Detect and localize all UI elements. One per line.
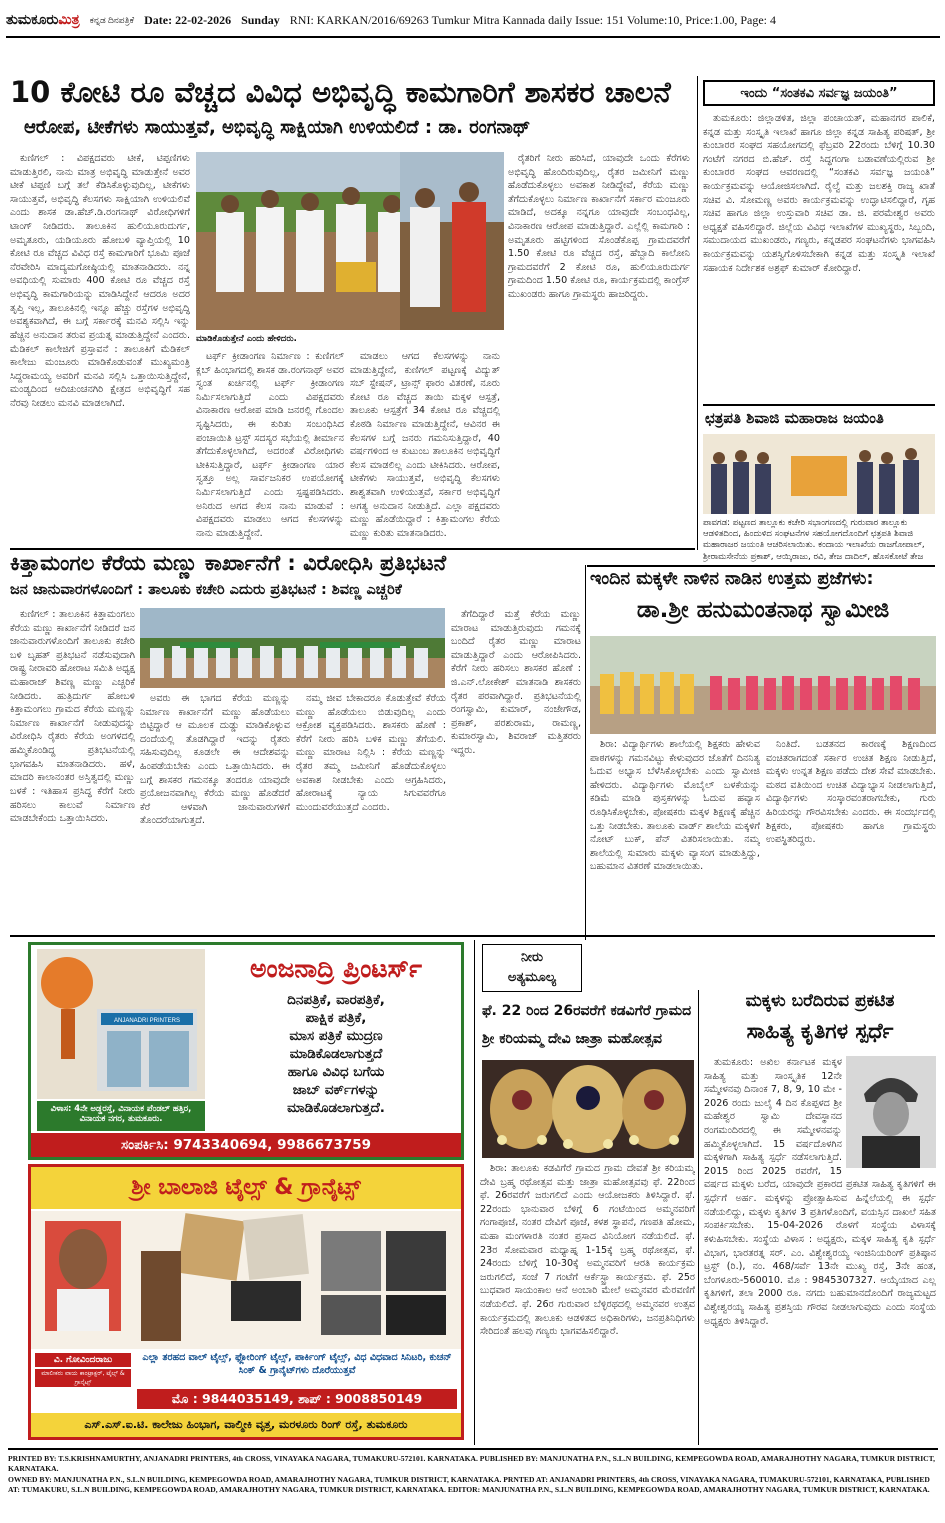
story2-subhead: ಜನ ಜಾನುವಾರಗಳೊಂದಿಗೆ : ತಾಲೂಕು ಕಚೇರಿ ಎದುರು ಪ್ರತಿಭಟನೆ : ಶಿವಣ್ಣ ಎಚ್ಚರಿಕೆ <box>10 582 402 598</box>
story1-subhead: ಆರೋಪ, ಟೀಕೆಗಳು ಸಾಯುತ್ತವೆ, ಅಭಿವೃದ್ಧಿ ಸಾಕ್ಷಿಯಾಗಿ ಉಳಿಯಲಿದೆ : ಡಾ. ರಂಗನಾಥ್ <box>24 118 531 138</box>
story2-column-4: ತೆಗೆದಿದ್ದಾರೆ ಮತ್ತೆ ಕೆರೆಯ ಮಣ್ಣು ಮಾರಾಟ ಮಾಡುತ್ತಿರುವುದು ಗಮನಕ್ಕೆ ಬಂದಿದೆ ರೈತರ ಮಣ್ಣು ಮಾರಾಟ ಮಾಡುತ್ತಿದ್ದಾರೆ ಎಂದು ಆರೋಪಿಸಿದರು. ಕೆರೆಗೆ ನೀರು ಹರಿಸಲು ಶಾಸಕರ ಹೊಣೆ : ಜಿ.ಎನ್.ಲೋಕೇಶ್ ಮಾತನಾಡಿ ಶಾಸಕರು ರೈತರ ಪರವಾಗಿದ್ದಾರೆ. ಪ್ರತಿಭಟನೆಯಲ್ಲಿ ರಂಗಸ್ವಾಮಿ, ಕುಮಾರ್, ನಂಜೇಗೌಡ, ಪ್ರಕಾಶ್, ಪರಶುರಾಮ, ರಾಮಣ್ಣ, ಕುಮಾರಸ್ವಾಮಿ, ಶಿವರಾಜ್ ಮತ್ತಿತರರು ಇದ್ದರು. <box>451 609 581 757</box>
story1-column-2: ಟರ್ಫ್ ಕ್ರೀಡಾಂಗಣ ನಿರ್ಮಾಣ : ಕುಣಿಗಲ್ ಕ್ಲಬ್ ಹಿಂಭಾಗದಲ್ಲಿ ಶಾಸಕ ಡಾ.ರಂಗನಾಥ್ ಅವರ ಸ್ವಂತ ಖರ್ಚಿನಲ್ಲಿ ಟರ್ಫ್ ಕ್ರೀಡಾಂಗಣ ನಿರ್ಮಿಸಲಾಗುತ್ತಿದೆ ಎಂದು ವಿಪಕ್ಷದವರು ವಿನಾಕಾರಣ ಆರೋಪ ಮಾಡಿ ಜನರಲ್ಲಿ ಗೊಂದಲ ಸೃಷ್ಟಿಸಿದರು, ಈ ಕುರಿತು ಸಂಬಂಧಿಸಿದ ಪಂಚಾಯಿತಿ ಟ್ರಸ್ಟ್ ಸದಸ್ಯರ ಸಭೆಯಲ್ಲಿ ತೀರ್ಮಾನ ತೆಗೆದುಕೊಳ್ಳಲಾಗಿದೆ, ಅದರಂತೆ ವಿರೋಧಿಗಳು ಟೀಕಿಸುತ್ತಿದ್ದಾರೆ, ಟರ್ಫ್ ಕ್ರೀಡಾಂಗಣ ಯಾರ ಸ್ವತ್ತೂ ಅಲ್ಲ ಸಾರ್ವಜನಿಕರ ಉಪಯೋಗಕ್ಕೆ ನಿರ್ಮಿಸಲಾಗುತ್ತಿದೆ ಎಂದು ಸ್ಪಷ್ಟಪಡಿಸಿದರು. ಅನಿರುದ ಅಗದ ಕೆಲಸ ನಾನು ಮಾಡುವೆ : ವಿಪಕ್ಷದವರು ಮಾಡಲು ಆಗದ ಕೆಲಸಗಳನ್ನು ನಾನು ಮಾಡುತ್ತಿದ್ದೇನೆ. <box>196 351 344 539</box>
story2-photo <box>140 608 445 688</box>
story6-headline-line2: ಶ್ರೀ ಕರಿಯಮ್ಮ ದೇವಿ ಜಾತ್ರಾ ಮಹೋತ್ಸವ <box>482 1032 663 1047</box>
story1-column-1: ಕುಣಿಗಲ್ : ವಿಪಕ್ಷದವರು ಟೀಕೆ, ಟಿಪ್ಪಣಿಗಳು ಮಾಡುತ್ತಿರಲಿ, ನಾನು ಮಾತ್ರ ಅಭಿವೃದ್ಧಿ ಮಾಡುತ್ತೇನೆ ಅವರ ಟೀಕೆ ಟಿಪ್ಪಣಿ ಬಗ್ಗೆ ತಲೆ ಕೆಡಿಸಿಕೊಳ್ಳುವುದಿಲ್ಲ, ಟೀಕೆಗಳು ಸಾಯುತ್ತವೆ, ಅಭಿವೃದ್ಧಿ ಕೆಲಸಗಳು ಸಾಕ್ಷಿಯಾಗಿ ಉಳಿಯಲಿವೆ ಎಂದು ಶಾಸಕ ಡಾ.ಹೆಚ್.ಡಿ.ರಂಗನಾಥ್ ವಿರೋಧಿಗಳಿಗೆ ಟಾಂಗ್ ನೀಡಿದರು. ತಾಲೂಕಿನ ಹುಲಿಯೂರುದುರ್ಗ, ಅಮೃತೂರು, ಯಡಿಯೂರು ಹೋಬಳಿ ವ್ಯಾಪ್ತಿಯಲ್ಲಿ 10 ಕೋಟಿ ರೂ ವೆಚ್ಚದ ವಿವಿಧ ರಸ್ತೆ ಕಾಮಗಾರಿಗೆ ಭೂಮಿ ಪೂಜೆ ನೆರವೇರಿಸಿ ಮಾದ್ಯಮಗೋಷ್ಠಿಯಲ್ಲಿ ಮಾತನಾಡಿದರು. ನನ್ನ ಅವಧಿಯಲ್ಲಿ ಸುಮಾರು 400 ಕೋಟಿ ರೂ ವೆಚ್ಚದ ರಸ್ತೆ ಅಭಿವೃದ್ಧಿ ಕಾಮಗಾರಿಯನ್ನು ಮಾಡಿಸಿದ್ದೇನೆ ಆದರೂ ಅದರ ತೃಪ್ತಿ ಇಲ್ಲ, ತಾಲೂಕಿನಲ್ಲಿ ಇನ್ನೂ ಹೆಚ್ಚು ರಸ್ತೆಗಳ ಅಭಿವೃದ್ಧಿ ಅವಶ್ಯಕವಾಗಿದೆ, ಈ ಬಗ್ಗೆ ಸರ್ಕಾರಕ್ಕೆ ಮನವಿ ಸಲ್ಲಿಸಿ ಇನ್ನು ಹೆಚ್ಚಿನ ಅನುದಾನ ತರುವ ಪ್ರಯತ್ನ ಮಾಡುತ್ತಿದ್ದೇನೆ ಎಂದರು. ಮೆಡಿಕಲ್ ಕಾಲೇಜಿಗೆ ಪ್ರಸ್ತಾವನೆ : ತಾಲೂಕಿಗೆ ಮೆಡಿಕಲ್ ಕಾಲೇಜು ಮಂಜೂರು ಮಾಡಿಕೊಡುವಂತೆ ಮುಖ್ಯಮಂತ್ರಿ ಸಿದ್ದರಾಮಯ್ಯ ಅವರಿಗೆ ಮನವಿ ಸಲ್ಲಿಸಿ ಒತ್ತಾಯಿಸುತ್ತಿದ್ದೇನೆ, ಮಂಡ್ಯದಿಂದ ಆದಿಚುಂಚನಗಿರಿ ಕ್ಷೇತ್ರದ ಅಭಿವೃದ್ಧಿಗೆ ಸಹ ನೆರವು ನೀಡಲು ಮನವಿ ಮಾಡಲಾಗಿದೆ. <box>10 153 190 409</box>
story3-headline: ಇಂದು “ಸಂತಕವಿ ಸರ್ವಜ್ಞ ಜಯಂತಿ” <box>703 80 935 106</box>
water-precious-box: ನೀರು ಅತ್ಯಮೂಲ್ಯ <box>482 944 582 992</box>
story6-body: ಶಿರಾ: ತಾಲೂಕು ಕಡವಿಗೆರೆ ಗ್ರಾಮದ ಗ್ರಾಮ ದೇವತೆ ಶ್ರೀ ಕರಿಯಮ್ಮ ದೇವಿ ಬ್ರಹ್ಮ ರಥೋತ್ಸವ ಮತ್ತು ಜಾತ್ರಾ ಮಹೋತ್ಸವವು ಫೆ. 22ರಿಂದ ಫೆ. 26ರವರೆಗೆ ಜರುಗಲಿದೆ ಎಂದು ಆಯೋಜಕರು ತಿಳಿಸಿದ್ದಾರೆ. ಫೆ. 22ರಂದು ಭಾನುವಾರ ಬೆಳಿಗ್ಗೆ 6 ಗಂಟೆಯಿಂದ ಅಮ್ಮನವರಿಗೆ ಗಂಗಾಪೂಜೆ, ನಂತರ ದೇವಿಗೆ ಪೂಜೆ, ಕಳಶ ಸ್ಥಾಪನೆ, ಗಣಪತಿ ಹೋಮ, ಮಹಾ ಮಂಗಳಾರತಿ ನಂತರ ಪ್ರಸಾದ ವಿನಿಯೋಗ ನಡೆಯಲಿದೆ. ಫೆ. 23ರ ಸೋಮವಾರ ಮಧ್ಯಾಹ್ನ 1-15ಕ್ಕೆ ಬ್ರಹ್ಮ ರಥೋತ್ಸವ, ಫೆ. 24ರಂದು ಬೆಳಿಗ್ಗೆ 10-30ಕ್ಕೆ ಅಮ್ಮನವರಿಗೆ ಆರತಿ ಕಾರ್ಯಕ್ರಮ ಜರುಗಲಿದೆ, ಸಂಜೆ 7 ಗಂಟೆಗೆ ಆರ್ಕೆಸ್ಟ್ರಾ ಕಾರ್ಯಕ್ರಮ. ಫೆ. 25ರ ಬುಧವಾರ ಸಾಯಂಕಾಲ ಆನೆ ಅಂಬಾರಿ ಮೇಲೆ ಅಮ್ಮನವರ ಮೆರವಣಿಗೆ ನಡೆಯಲಿದೆ. ಫೆ. 26ರ ಗುರುವಾರ ಬೆಳ್ಳಿರಥದಲ್ಲಿ ಅಮ್ಮನವರ ಉತ್ಸವ ಕಾರ್ಯಕ್ರಮದಲ್ಲಿ ತಾಲೂಕು ಆಡಳಿತದ ಅಧಿಕಾರಿಗಳು, ಜನಪ್ರತಿನಿಧಿಗಳು ಸೇರಿದಂತೆ ಹಲವು ಗಣ್ಯರು ಭಾಗವಹಿಸಲಿದ್ದಾರೆ. <box>480 1163 695 1338</box>
column-divider <box>474 940 475 1445</box>
ad1-title: ಅಂಜನಾದ್ರಿ ಪ್ರಿಂಟರ್ಸ್ <box>250 954 422 983</box>
story7-headline-line2: ಸಾಹಿತ್ಯ ಕೃತಿಗಳ ಸ್ಪರ್ಧೆ <box>746 1020 894 1043</box>
ad1-photo <box>37 949 205 1099</box>
imprint-footer: PRINTED BY: T.S.KRISHNAMURTHY, ANJANADRI PRINTERS, 4th CROSS, VINAYAKA NAGARA, TUMAKURU-572101. KARNATAKA. PUBLISHED BY: MANJUNATHA P.N., S.L.N BUILDING, KEMPEGOWDA ROAD, AMARAJHOTHY NAGARA, TUMKUR DISTRICT, KARNATAKA. OWNED BY: MANJUNATHA P.N., S.L.N BUILDING, KEMPEGOWDA ROAD, AMARAJHOTHY NAGARA, TUMKUR DISTRICT, KARNATAKA. PRNTED AT: ANJANADRI PRINTERS, 4th CROSS, VINAYAKA NAGARA, TUMAKURU-572101, KARNATAKA, PUBLISHED AT: TUMAKURU, S.L.N BUILDING, KEMPEGOWDA ROAD, AMARAJHOTHY NAGARA, TUMKUR DISTRICT, KARNATAKA. EDITOR: MANJUNATHA P.N., S.L.N BUILDING, KEMPEGOWDA ROAD, AMARAJHOTHY NAGARA, TUMKUR DISTRICT, KARNATAKA. <box>8 1454 936 1495</box>
story2-column-1: ಕುಣಿಗಲ್ : ತಾಲೂಕಿನ ಕಿತ್ತಾಮಂಗಲು ಕೆರೆಯ ಮಣ್ಣು ಕಾರ್ಖಾನೆಗೆ ನೀಡಿದರೆ ಜನ ಜಾನುವಾರುಗಳೊಂದಿಗೆ ತಾಲೂಕು ಕಚೇರಿ ಬಳಿ ಬೃಹತ್ ಪ್ರತಿಭಟನೆ ನಡೆಸುವುದಾಗಿ ರಾಷ್ಟ್ರ ನೀರಾವರಿ ಹೋರಾಟ ಸಮಿತಿ ಅಧ್ಯಕ್ಷ ಮಹಾರಾಜ್ ಶಿವಣ್ಣ ಮಣ್ಣು ಎಚ್ಚರಿಕೆ ನೀಡಿದರು. ಹುತ್ರಿದುರ್ಗ ಹೋಬಳಿ ಕಿತ್ತಾಮಂಗಲು ಗ್ರಾಮದ ಕೆರೆಯ ಮಣ್ಣನ್ನು ನಿರ್ಮಾಣ ಕಾರ್ಖಾನೆಗೆ ನೀಡುವುದನ್ನು ವಿರೋಧಿಸಿ ರೈತರು ಕೆರೆಯ ಅಂಗಳದಲ್ಲಿ ಹಮ್ಮಿಕೊಂಡಿದ್ದ ಪ್ರತಿಭಟನೆಯಲ್ಲಿ ಭಾಗವಹಿಸಿ ಮಾತನಾಡಿದರು. ಹಳೆ, ಮಾದರಿ ಕಾಲಾನಂತರ ಅಸ್ತಿತ್ವದಲ್ಲಿ ಮಣ್ಣು ಬಳಕೆ : ಇತಿಹಾಸ ಪ್ರಸಿದ್ಧ ಕೆರೆಗೆ ನೀರು ಹರಿಸಲು ಕಾಲುವೆ ನಿರ್ಮಾಣ ಮಾಡಬೇಕೆಂದು ಒತ್ತಾಯಿಸಿದರು. <box>10 609 135 825</box>
story5-photo <box>590 636 936 734</box>
issue-day: Sunday <box>241 12 280 27</box>
ad2-description: ಎಲ್ಲಾ ತರಹದ ವಾಲ್ ಟೈಲ್ಸ್, ಫ್ಲೋರಿಂಗ್ ಟೈಲ್ಸ್, ಪಾರ್ಕಿಂಗ್ ಟೈಲ್ಸ್, ವಿಧ ವಿಧವಾದ ಸಿನಿಟರಿ, ಕುಚನ್ ಸಿಂಕ್ & ಗ್ರಾನೈಟ್‌ಗಳು ದೊರೆಯುತ್ತವೆ <box>142 1352 452 1376</box>
story1-headline: 10 ಕೋಟಿ ರೂ ವೆಚ್ಚದ ವಿವಿಧ ಅಭಿವೃದ್ಧಿ ಕಾಮಗಾರಿಗೆ ಶಾಸಕರ ಚಾಲನೆ <box>10 76 671 109</box>
ad1-address: ವಿಳಾಸ: 4ನೇ ಅಡ್ಡರಸ್ತೆ, ವಿನಾಯಕ ಪೆಂಡಲ್ ಹತ್ತಿರ, ವಿನಾಯಕ ನಗರ, ತುಮಕೂರು. <box>37 1101 205 1131</box>
column-divider <box>585 565 586 940</box>
story2-column-3: ನಮ್ಮ ಜೀವ ಬೇಕಾದರೂ ಕೊಡುತ್ತೇವೆ ಕೆರೆಯ ಮಣ್ಣು ಹೊಡೆಯಲು ಬಿಡುವುದಿಲ್ಲ ಎಂದು ಆಕ್ರೋಶ ವ್ಯಕ್ತಪಡಿಸಿದರು. ಶಾಸಕರು ಹೊಣೆ : ಕೆರೆಗೆ ನೀರು ಹರಿಸಿ ಬಳಿಕ ಮಣ್ಣು ತೆಗೆಯಲಿ. ಮಣ್ಣು ಮಾರಾಟ ನಿಲ್ಲಿಸಿ : ಕೆರೆಯ ಮಣ್ಣನ್ನು ರೈತರ ತಮ್ಮ ಜಮೀನಿಗೆ ಹೊಡೆದುಕೊಳ್ಳಲು ಅವಕಾಶ ನೀಡಬೇಕು ಎಂದು ಆಗ್ರಹಿಸಿದರು, ಹೋರಾಟಕ್ಕೆ ನ್ಯಾಯ ಸಿಗುವವರೆಗೂ ಮುಂದುವರೆಯುತ್ತದೆ ಎಂದರು. <box>296 693 446 813</box>
story7-headline-line1: ಮಕ್ಕಳು ಬರೆದಿರುವ ಪ್ರಕಟಿತ <box>745 992 895 1011</box>
ad2-phones: ಮೊ : 9844035149, ಶಾಪ್ : 9008850149 <box>137 1389 457 1409</box>
masthead-tagline: ಕನ್ನಡ ದಿನಪತ್ರಿಕೆ <box>89 14 135 25</box>
column-divider <box>697 76 698 550</box>
story5-headline-line2: ಡಾ.ಶ್ರೀ ಹನುಮಂತನಾಥ ಸ್ವಾಮೀಜಿ <box>636 598 890 623</box>
story4-headline: ಛತ್ರಪತಿ ಶಿವಾಜಿ ಮಹಾರಾಜ ಜಯಂತಿ <box>705 410 884 427</box>
story2-headline: ಕಿತ್ತಾಮಂಗಲ ಕೆರೆಯ ಮಣ್ಣು ಕಾರ್ಖಾನೆಗೆ : ವಿರೋಧಿಸಿ ಪ್ರತಿಭಟನೆ <box>10 552 447 575</box>
story5-column-2: ನಿಂತಿದೆ. ಬಡತನದ ಕಾರಣಕ್ಕೆ ಶಿಕ್ಷಣದಿಂದ ವಂಚಿತರಾಗದಂತೆ ಸರ್ಕಾರ ಉಚಿತ ಶಿಕ್ಷಣ ನೀಡುತ್ತಿದೆ, ಮಕ್ಕಳು ಉನ್ನತ ಶಿಕ್ಷಣ ಪಡೆದು ದೇಶ ಸೇವೆ ಮಾಡಬೇಕು. ಮಠದ ವತಿಯಿಂದ ಉಚಿತ ವಿದ್ಯಾಭ್ಯಾಸ ನೀಡಲಾಗುತ್ತಿದೆ, ವಿದ್ಯಾರ್ಥಿಗಳು ಸಂಸ್ಕಾರವಂತರಾಗಬೇಕು, ಗುರು ಹಿರಿಯರನ್ನು ಗೌರವಿಸಬೇಕು ಎಂದರು. ಈ ಸಂದರ್ಭದಲ್ಲಿ ಶಿಕ್ಷಕರು, ಪೋಷಕರು ಹಾಗೂ ಗ್ರಾಮಸ್ಥರು ಉಪಸ್ಥಿತರಿದ್ದರು. <box>766 739 936 846</box>
ad2-photo <box>31 1211 461 1349</box>
story5-column-1: ಶಿರಾ: ವಿದ್ಯಾರ್ಥಿಗಳು ಶಾಲೆಯಲ್ಲಿ ಶಿಕ್ಷಕರು ಹೇಳುವ ಪಾಠಗಳನ್ನು ಗಮನವಿಟ್ಟು ಕೇಳುವುದರ ಜೊತೆಗೆ ದಿನನಿತ್ಯ ಓದುವ ಅಭ್ಯಾಸ ಬೆಳೆಸಿಕೊಳ್ಳಬೇಕು ಎಂದು ಸ್ವಾಮೀಜಿ ಹೇಳಿದರು. ವಿದ್ಯಾರ್ಥಿಗಳು ಮೊಬೈಲ್ ಬಳಕೆಯನ್ನು ಕಡಿಮೆ ಮಾಡಿ ಪುಸ್ತಕಗಳನ್ನು ಓದುವ ಹವ್ಯಾಸ ರೂಢಿಸಿಕೊಳ್ಳಬೇಕು, ಪೋಷಕರು ಮಕ್ಕಳ ಶಿಕ್ಷಣಕ್ಕೆ ಹೆಚ್ಚಿನ ಒತ್ತು ನೀಡಬೇಕು. ತಾಲೂಕು ವಾರ್ಡ್ ಶಾಲೆಯ ಮಕ್ಕಳಿಗೆ ನೋಟ್ ಬುಕ್, ಪೆನ್ ವಿತರಿಸಲಾಯಿತು. ನಮ್ಮ ಶಾಲೆಯಲ್ಲಿ ಸುಮಾರು ಮಕ್ಕಳು ವ್ಯಾಸಂಗ ಮಾಡುತ್ತಿದ್ದು, ಬಹುಮಾನ ವಿತರಣೆ ಮಾಡಲಾಯಿತು. <box>590 739 760 873</box>
story4-photo <box>703 434 935 514</box>
balaji-tiles-ad <box>28 1164 464 1440</box>
shivaji-jayanti-photo <box>703 434 935 514</box>
newspaper-logo: ತುಮಕೂರುಮಿತ್ರ <box>6 12 80 28</box>
story1-photo-right <box>400 152 504 330</box>
column-divider <box>698 990 699 1445</box>
ad1-shop-sign: ANJANADRI PRINTERS <box>113 1018 181 1024</box>
story-divider <box>703 404 935 406</box>
karimamma-devi-photo <box>482 1060 694 1158</box>
story-divider <box>10 935 935 937</box>
ad1-contact: ಸಂಪರ್ಕಿಸಿ: 9743340694, 9986673759 <box>31 1133 461 1157</box>
leaders-photo <box>400 152 504 330</box>
masthead <box>6 6 940 34</box>
story1-photo-caption: ಮಾಡಿಕೊಡುತ್ತೇನೆ ಎಂದು ಹೇಳಿದರು. <box>196 334 297 344</box>
ad2-title: ಶ್ರೀ ಬಾಲಾಜಿ ಟೈಲ್ಸ್ & ಗ್ರಾನೈಟ್ಸ್ <box>31 1167 461 1209</box>
ad1-services: ದಿನಪತ್ರಿಕೆ, ವಾರಪತ್ರಿಕೆ, ಪಾಕ್ಷಿಕ ಪತ್ರಿಕೆ, ಮಾಸ ಪತ್ರಿಕೆ ಮುದ್ರಣ ಮಾಡಿಕೊಡಲಾಗುತ್ತದೆ ಹಾಗೂ ವಿವಿಧ ಬಗೆಯ ಜಾಬ್ ವರ್ಕ್‌ಗಳನ್ನು ಮಾಡಿಕೊಡಲಾಗುತ್ತದೆ. <box>287 992 385 1116</box>
story6-headline-line1: ಫೆ. 22 ರಿಂದ 26ರವರೆಗೆ ಕಡವಿಗೆರೆ ಗ್ರಾಮದ <box>482 1004 692 1019</box>
story6-photo <box>482 1060 694 1158</box>
story3-body: ತುಮಕೂರು: ಜಿಲ್ಲಾಡಳಿತ, ಜಿಲ್ಲಾ ಪಂಚಾಯತ್, ಮಹಾನಗರ ಪಾಲಿಕೆ, ಕನ್ನಡ ಮತ್ತು ಸಂಸ್ಕೃತಿ ಇಲಾಖೆ ಹಾಗೂ ಜಿಲ್ಲಾ ಕನ್ನಡ ಸಾಹಿತ್ಯ ಪರಿಷತ್, ಶ್ರೀ ಕುಂಬಾರರ ಸಂಘದ ಸಹಯೋಗದಲ್ಲಿ ಫೆಬ್ರವರಿ 22ರಂದು ಬೆಳಿಗ್ಗೆ 10.30 ಗಂಟೆಗೆ ನಗರದ ಬಿ.ಹೆಚ್. ರಸ್ತೆ ಸಿದ್ಧಗಂಗಾ ಬಡಾವಣೆಯಲ್ಲಿರುವ ಶ್ರೀ ಕುಂಬಾರರ ಸಂಘದ ಆವರಣದಲ್ಲಿ “ಸಂತಕವಿ ಸರ್ವಜ್ಞ ಜಯಂತಿ” ಕಾರ್ಯಕ್ರಮವನ್ನು ಆಯೋಜಿಸಲಾಗಿದೆ. ರೈಲ್ವೆ ಮತ್ತು ಜಲಶಕ್ತಿ ರಾಜ್ಯ ಖಾತೆ ಸಚಿವ ವಿ. ಸೋಮಣ್ಣ ಅವರು ಕಾರ್ಯಕ್ರಮವನ್ನು ಉದ್ಘಾಟಿಸಲಿದ್ದಾರೆ, ಗೃಹ ಸಚಿವ ಹಾಗೂ ಜಿಲ್ಲಾ ಉಸ್ತುವಾರಿ ಸಚಿವ ಡಾ. ಜಿ. ಪರಮೇಶ್ವರ ಅವರು ಅಧ್ಯಕ್ಷತೆ ವಹಿಸಲಿದ್ದಾರೆ. ಜಿಲ್ಲೆಯ ವಿವಿಧ ಇಲಾಖೆಗಳ ಮುಖ್ಯಸ್ಥರು, ಸಿಬ್ಬಂದಿ, ಸಮುದಾಯದ ಮುಖಂಡರು, ಗಣ್ಯರು, ಕನ್ನಡಪರ ಸಂಘಟನೆಗಳು ಭಾಗವಹಿಸಿ ಕಾರ್ಯಕ್ರಮವನ್ನು ಯಶಸ್ವಿಗೊಳಿಸಬೇಕಾಗಿ ಕನ್ನಡ ಮತ್ತು ಸಂಸ್ಕೃತಿ ಇಲಾಖೆ ಸಹಾಯಕ ನಿರ್ದೇಶಕ ಅಶ್ರಫ್ ಕುಮಾರ್ ಕೋರಿದ್ದಾರೆ. <box>703 113 935 274</box>
story-divider <box>10 548 695 550</box>
footer-rule <box>8 1448 938 1450</box>
issue-info: RNI: KARKAN/2016/69263 Tumkur Mitra Kannada daily Issue: 151 Volume:10, Price:1.00, Page: 4 <box>289 12 776 27</box>
story2-column-2: ಅವರು ಈ ಭಾಗದ ಕೆರೆಯ ಮಣ್ಣನ್ನು ನಿರ್ಮಾಣ ಕಾರ್ಖಾನೆಗೆ ಮಣ್ಣು ಹೊಡೆಯಲು ಬಿಟ್ಟಿದ್ದಾರೆ ಆ ಮೂಲಕ ದುಡ್ಡು ಮಾಡಿಕೊಳ್ಳುವ ದಂದೆಯಲ್ಲಿ ತೊಡಗಿದ್ದಾರೆ ಇದನ್ನು ರೈತರು ಸಹಿಸುವುದಿಲ್ಲ ಕೂಡಲೇ ಈ ಆದೇಶವನ್ನು ಹಿಂಪಡೆಯಬೇಕು ಎಂದು ಒತ್ತಾಯಿಸಿದರು. ಈ ಬಗ್ಗೆ ಶಾಸಕರ ಗಮನಕ್ಕೂ ತಂದರೂ ಯಾವುದೇ ಪ್ರಯೋಜನವಾಗಿಲ್ಲ ಕೆರೆಯ ಮಣ್ಣು ಹೊಡೆದರೆ ಕೆರೆ ಆಳವಾಗಿ ಜಾನುವಾರುಗಳಿಗೆ ತೊಂದರೆಯಾಗುತ್ತದೆ. <box>140 693 290 827</box>
protest-photo <box>140 608 445 688</box>
ad2-owner-title: ಮಾಲೀಕರು ವಾಯ ಕಾಂಟ್ರಾಕ್ಟರ್, ಟೈಲ್ಸ್ & ಗ್ರಾನೈಟ್ಸ್ <box>35 1369 131 1387</box>
ad2-address: ಎಸ್.ಎಸ್.ಐ.ಟಿ. ಕಾಲೇಜು ಹಿಂಭಾಗ, ವಾಲ್ಮೀಕಿ ವೃತ್ತ, ಮರಳೂರು ರಿಂಗ್ ರಸ್ತೆ, ತುಮಕೂರು <box>31 1413 461 1437</box>
story1-column-3: ಮಾಡಲು ಆಗದ ಕೆಲಸಗಳನ್ನು ನಾನು ಮಾಡುತ್ತಿದ್ದೇನೆ, ಕುಣಿಗಲ್ ಪಟ್ಟಣಕ್ಕೆ ವಿದ್ಯುತ್ ಸಬ್ ಸ್ಟೇಷನ್, ಟ್ರಾನ್ಸ್ ಫಾರಂ ವಿತರಣೆ, ನೂರು ಕೋಟಿ ರೂ ವೆಚ್ಚದ ತಾಯಿ ಮಕ್ಕಳ ಆಸ್ಪತ್ರೆ, ತಾಲೂಕು ಆಸ್ಪತ್ರೆಗೆ 34 ಕೋಟಿ ರೂ ವೆಚ್ಚದಲ್ಲಿ ಕೊಠಡಿ ನಿರ್ಮಾಣ ಮಾಡುತ್ತಿದ್ದೇನೆ, ಆವಿನರ ಈ ಕೆಲಸಗಳ ಬಗ್ಗೆ ಜನರು ಗಮನಿಸುತ್ತಿದ್ದಾರೆ, 40 ವರ್ಷಗಳಿಂದ ಆ ಕುಟುಂಬ ತಾಲೂಕಿನ ಅಭಿವೃದ್ಧಿಗೆ ಕೆಲಸ ಮಾಡಲಿಲ್ಲ ಎಂದು ಟೀಕಿಸಿದರು. ಆರೋಪ, ಟೀಕೆಗಳು ಸಾಯುತ್ತವೆ, ಅಭಿವೃದ್ಧಿ ಕೆಲಸಗಳು ಶಾಶ್ವತವಾಗಿ ಉಳಿಯುತ್ತವೆ, ಸರ್ಕಾರ ಅಭಿವೃದ್ಧಿಗೆ ಅಗತ್ಯ ಅನುದಾನ ನೀಡುತ್ತಿದೆ. ಎಲ್ಲಾ ಪಕ್ಷದವರು ಮಣ್ಣು ಹೊಡೆಯಿದ್ದಾರೆ : ಕಿತ್ತಾಮಂಗಲ ಕೆರೆಯ ಮಣ್ಣು ಕುರಿತು ಮಾತನಾಡಿದರು. <box>350 351 500 539</box>
masthead-rule <box>6 36 940 38</box>
story4-caption: ಪಾವಗಡ: ಪಟ್ಟಣದ ತಾಲ್ಲೂಕು ಕಚೇರಿ ಸಭಾಂಗಣದಲ್ಲಿ ಗುರುವಾರ ತಾಲ್ಲೂಕು ಆಡಳಿತದಿಂದ, ಹಿಂದುಳಿದ ಸಂಘಟನೆಗಳ ಸಹಯೋಗದೊಂದಿಗೆ ಛತ್ರಪತಿ ಶಿವಾಜಿ ಮಹಾರಾಜರ ಜಯಂತಿ ಆಚರಿಸಲಾಯಿತು. ಕಂದಾಯ ಇಲಾಖೆಯ ರಾಜಗೋಪಾಲ್, ಶ್ರೀರಾಮಸೇನೆಯ ಪ್ರಕಾಶ್, ಆಯ್ಕಿರಾಜು, ರವಿ, ತೇಜ ದಾದಿಲ್, ಹೊಸಕೋಟೆ ತೇಜ <box>703 518 925 562</box>
issue-date: Date: 22-02-2026 <box>144 12 232 27</box>
school-children-photo <box>590 636 936 734</box>
story-divider <box>587 565 935 567</box>
story7-body: ತುಮಕೂರು: ಅಖಿಲ ಕರ್ನಾಟಕ ಮಕ್ಕಳ ಸಾಹಿತ್ಯ ಮತ್ತು ಸಾಂಸ್ಕೃತಿಕ 12ನೇ ಸಮ್ಮೇಳನವು ದಿನಾಂಕ 7, 8, 9, 10 ಮೇ - 2026 ರಂದು ಜುಲೈ 4 ದಿನ ಕೊಪ್ಪಳದ ಶ್ರೀ ಮಹೇಶ್ವರ ಸ್ವಾಮಿ ದೇವಸ್ಥಾನದ ರಂಗಮಂದಿರದಲ್ಲಿ ಈ ಸಮ್ಮೇಳನವನ್ನು ಹಮ್ಮಿಕೊಳ್ಳಲಾಗಿದೆ. 15 ವರ್ಷದೊಳಗಿನ ಮಕ್ಕಳಿಗಾಗಿ ಸಾಹಿತ್ಯ ಸ್ಪರ್ಧೆ ನಡೆಸಲಾಗುತ್ತಿದೆ. 2015 ರಿಂದ 2025 ರವರೆಗೆ, 15 ವರ್ಷದ ಮಕ್ಕಳು ಬರೆದ, ಯಾವುದೇ ಪ್ರಕಾರದ ಪ್ರಕಟಿತ ಸಾಹಿತ್ಯ ಕೃತಿಗಳಿಗೆ ಈ ಸ್ಪರ್ಧೆಗೆ ಅರ್ಹ. ಮಕ್ಕಳನ್ನು ಪ್ರೋತ್ಸಾಹಿಸುವ ಹಿನ್ನೆಲೆಯಲ್ಲಿ ಈ ಸ್ಪರ್ಧೆ ನಡೆಯಲಿದ್ದು, ಮಕ್ಕಳು ಕೃತಿಗಳ 3 ಪ್ರತಿಗಳೊಂದಿಗೆ, ವಯಸ್ಸಿನ ದಾಖಲೆ ಸಹಿತ ಸಂಪರ್ಕಿಸಬೇಕು. 15-04-2026 ರೊಳಗೆ ಸಂಸ್ಥೆಯ ವಿಳಾಸಕ್ಕೆ ಕಳುಹಿಸಬೇಕು. ಸಂಸ್ಥೆಯ ವಿಳಾಸ : ಅಧ್ಯಕ್ಷರು, ಮಕ್ಕಳ ಸಾಹಿತ್ಯ ಕೃತಿ ಸ್ಪರ್ಧೆ ವಿಭಾಗ, ಭಾರತರತ್ನ ಸರ್. ಎಂ. ವಿಶ್ವೇಶ್ವರಯ್ಯ ಇಂಜಿನಿಯರಿಂಗ್ ಪ್ರತಿಷ್ಠಾನ ಟ್ರಸ್ಟ್ (ರಿ.), ನಂ. 468/ಸರ್ವೆ 13ನೇ ಮುಖ್ಯ ರಸ್ತೆ, 3ನೇ ಹಂತ, ಬೆಂಗಳೂರು-560010. ಮೊ : 9845307327. ಆಯ್ಕೆಯಾದ ಎಲ್ಲ ಕೃತಿಗಳಿಗೆ, ತಲಾ 2000 ರೂ. ನಗದು ಬಹುಮಾನದೊಂದಿಗೆ ರಾಜ್ಯಮಟ್ಟದ ವಿಶ್ವೇಶ್ವರಯ್ಯ ಸಾಹಿತ್ಯ ಪ್ರಶಸ್ತಿಯ ಗೌರವ ನೀಡಲಾಗುವುದು ಎಂದು ಸಂಸ್ಥೆಯ ಅಧ್ಯಕ್ಷರು ತಿಳಿಸಿದ್ದಾರೆ. <box>704 1057 936 1327</box>
anjanadri-printers-ad <box>28 942 464 1160</box>
story1-column-4: ರೈತರಿಗೆ ನೀರು ಹರಿಸಿದೆ, ಯಾವುದೇ ಒಂದು ಕೆರೆಗಳು ಅಭಿವೃದ್ಧಿ ಹೊಂದಿರುವುದಿಲ್ಲ, ರೈತರ ಜಮೀನಿಗೆ ಮಣ್ಣು ಹೊಡೆದುಕೊಳ್ಳಲು ಅವಕಾಶ ನೀಡಿದ್ದೇವೆ, ಕೆರೆಯ ಮಣ್ಣು ತೆಗೆದುಕೊಳ್ಳಲು ನಿರ್ಮಾಣ ಕಾರ್ಖಾನೆಗೆ ಸರ್ಕಾರ ಮಂಜೂರು ಮಾಡಿದೆ, ಅದಕ್ಕೂ ನನ್ನಗೂ ಯಾವುದೇ ಸಂಬಂಧವಿಲ್ಲ, ವಿನಾಕಾರಣ ಆರೋಪ ಮಾಡುತ್ತಿದ್ದಾರೆ. ಎಲ್ಲೆಲ್ಲಿ ಕಾಮಗಾರಿ : ಅಮೃತೂರು ಹಟ್ಟಿಗಳಿಂದ ಸೊಂಡೆಕೊಪ್ಪ ಗ್ರಾಮದವರೆಗೆ 1.50 ಕೋಟಿ ರೂ ವೆಚ್ಚದ ರಸ್ತೆ, ಹೆಬ್ಬಾದಿ ಕಾಲೋನಿ ಗ್ರಾಮದವರೆಗೆ 2 ಕೋಟಿ ರೂ, ಹುಲಿಯೂರುದುರ್ಗ ಗ್ರಾಮದಿಂದ 1.50 ಕೋಟಿ ರೂ, ಕಾರ್ಯಕ್ರಮದಲ್ಲಿ ಕಾಂಗ್ರೆಸ್ ಮುಖಂಡರು ಹಾಗೂ ಗ್ರಾಮಸ್ಥರು ಹಾಜರಿದ್ದರು. <box>508 153 690 301</box>
story5-headline-line1: ಇಂದಿನ ಮಕ್ಕಳೇ ನಾಳಿನ ನಾಡಿನ ಉತ್ತಮ ಪ್ರಜೆಗಳು: <box>590 570 874 589</box>
ad2-owner: ವಿ. ಗೋವಿಂದರಾಜು <box>35 1353 131 1367</box>
